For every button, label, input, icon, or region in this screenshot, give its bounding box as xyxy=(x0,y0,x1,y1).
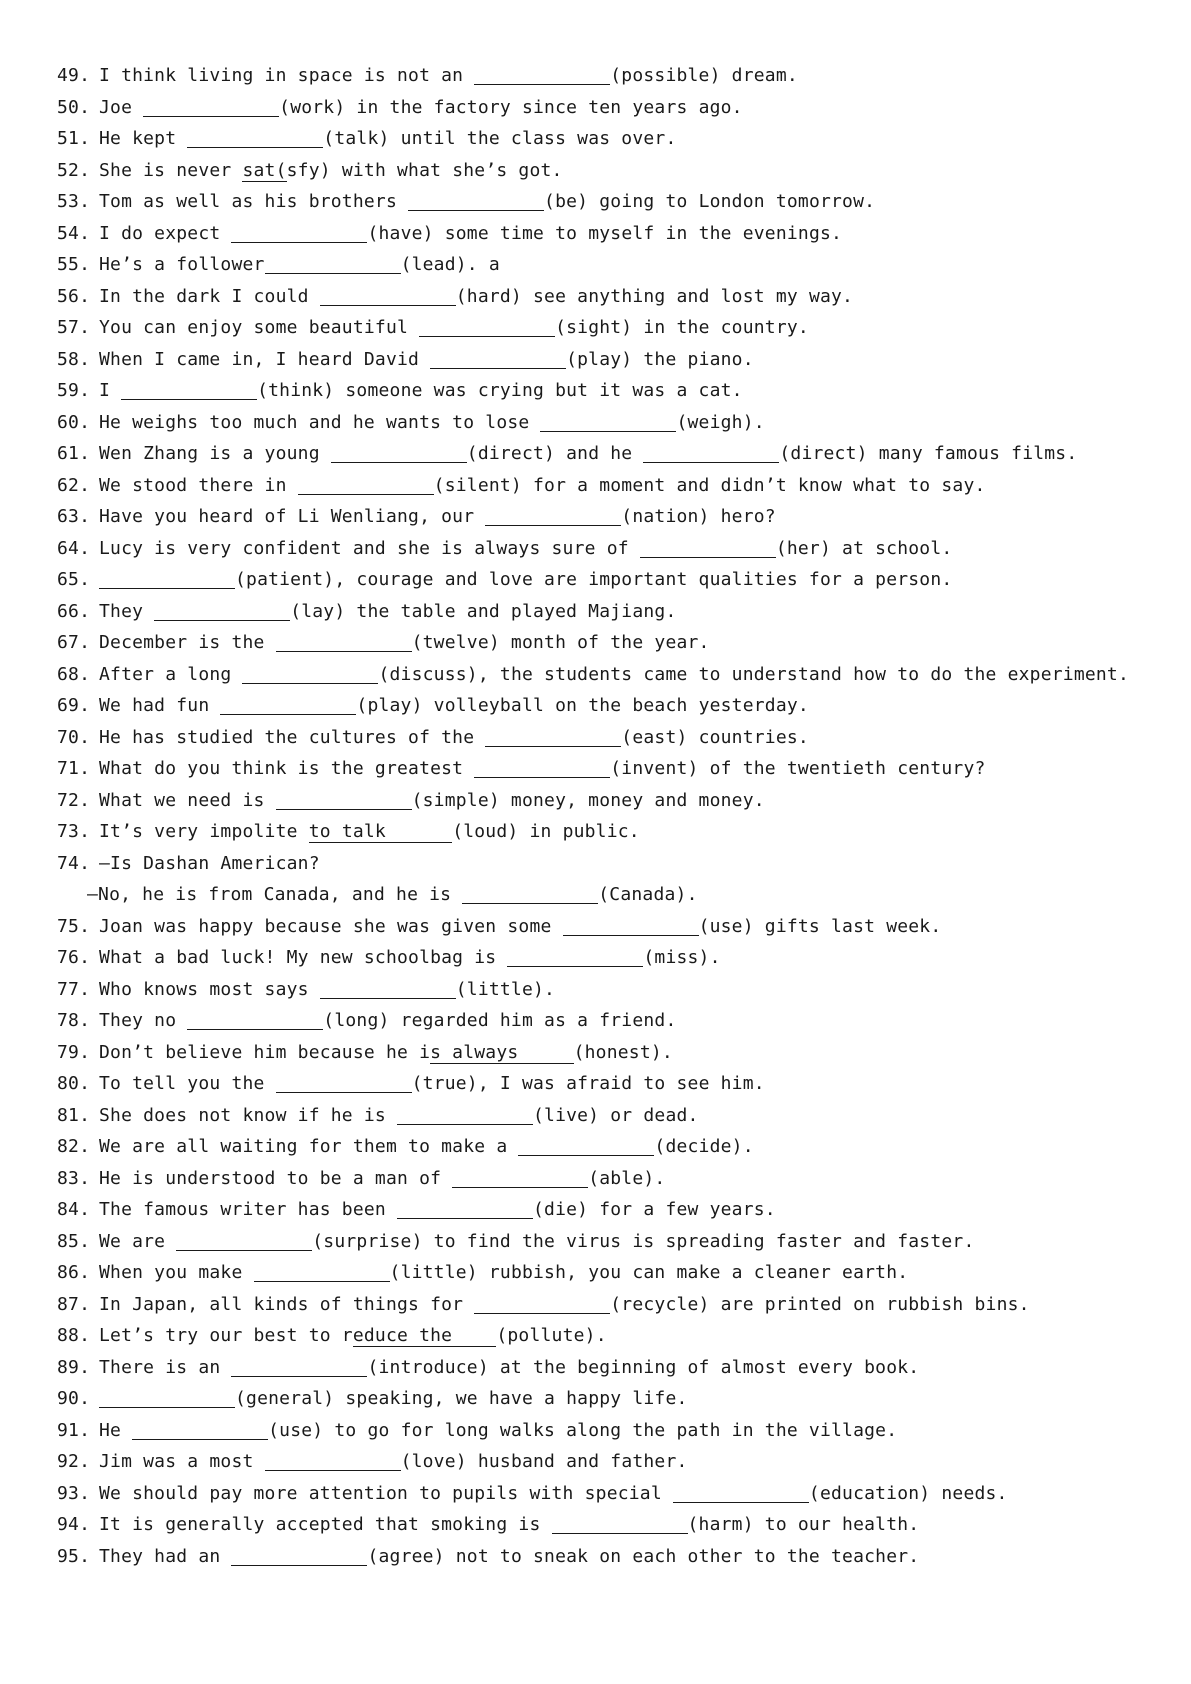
exercise-item xyxy=(57,911,1167,943)
sentence-end: in the country. xyxy=(632,317,809,338)
sentence-start: —Is Dashan American? xyxy=(99,852,320,874)
answer-blank[interactable] xyxy=(474,64,610,85)
sentence-start: He is understood to be a man of xyxy=(99,1167,453,1189)
sentence-start: He has studied the cultures of the xyxy=(99,726,486,748)
answer-blank[interactable] xyxy=(276,631,412,652)
sentence-end: . xyxy=(686,884,698,905)
answer-blank[interactable] xyxy=(320,978,456,999)
item-number: 65. xyxy=(57,569,91,590)
word-hint: (play) xyxy=(566,348,633,370)
answer-blank[interactable] xyxy=(143,96,279,117)
exercise-item xyxy=(57,312,1167,344)
item-number: 64. xyxy=(57,537,91,559)
sentence-end: of the twentieth century? xyxy=(698,758,986,779)
answer-blank[interactable] xyxy=(276,789,412,810)
exercise-item xyxy=(57,1068,1167,1100)
word-hint: (recycle) xyxy=(610,1293,710,1315)
sentence-start: To tell you the xyxy=(99,1073,276,1094)
word-hint: (hard) xyxy=(455,285,522,307)
word-hint: (lay) xyxy=(290,600,346,622)
word-hint: (pollute) xyxy=(496,1325,596,1346)
item-number: 50. xyxy=(57,96,91,118)
exercise-item xyxy=(57,1509,1167,1541)
sentence-start: We stood there in xyxy=(99,474,298,496)
filled-answer: s always xyxy=(430,1041,574,1063)
item-number: 91. xyxy=(57,1419,91,1441)
sentence-end: the piano. xyxy=(632,348,754,370)
answer-blank[interactable] xyxy=(673,1482,809,1503)
exercise-item xyxy=(57,375,1167,407)
answer-blank[interactable] xyxy=(320,285,456,306)
word-hint: (love) xyxy=(400,1451,467,1472)
answer-blank[interactable] xyxy=(485,726,621,747)
sentence-start: They xyxy=(99,600,155,622)
item-number: 82. xyxy=(57,1136,91,1157)
answer-blank[interactable] xyxy=(132,1419,268,1440)
item-number: 52. xyxy=(57,159,91,181)
exercise-item xyxy=(57,753,1167,785)
exercise-item xyxy=(57,879,1167,911)
answer-blank[interactable] xyxy=(176,1230,312,1251)
sentence-start: Joe xyxy=(99,96,144,118)
sentence-start: They had an xyxy=(99,1545,232,1567)
sentence-end: to find the virus is spreading faster and faster. xyxy=(422,1230,975,1252)
answer-blank[interactable] xyxy=(231,1545,367,1566)
exercise-item xyxy=(57,564,1167,596)
answer-blank[interactable] xyxy=(474,1293,610,1314)
item-number: 53. xyxy=(57,191,91,212)
sentence-end: at the beginning of almost every book. xyxy=(488,1356,920,1378)
answer-blank[interactable] xyxy=(231,222,367,243)
sentence-start: I do expect xyxy=(99,222,232,244)
sentence-start: Tom as well as his brothers xyxy=(99,191,409,212)
sentence-start: In Japan, all kinds of things for xyxy=(99,1293,475,1315)
exercise-item xyxy=(57,1383,1167,1415)
sentence-start: It’s very impolite xyxy=(99,821,309,842)
answer-blank[interactable] xyxy=(265,1450,401,1471)
sentence-end: see anything and lost my way. xyxy=(521,285,854,307)
exercise-item xyxy=(57,627,1167,659)
word-hint: (play) xyxy=(356,695,423,716)
sentence-end: the table and played Majiang. xyxy=(345,600,677,622)
sentence-end: , courage and love are important qualities for a person. xyxy=(334,569,953,590)
item-number: 51. xyxy=(57,128,91,149)
exercise-item xyxy=(57,1446,1167,1478)
sentence-start: What we need is xyxy=(99,789,276,811)
sentence-start: The famous writer has been xyxy=(99,1199,397,1220)
sentence-start: Don’t believe him because he i xyxy=(99,1041,431,1063)
sentence-start: We should pay more attention to pupils with special xyxy=(99,1482,673,1504)
answer-blank[interactable] xyxy=(265,253,401,274)
item-number: 79. xyxy=(57,1041,91,1063)
sentence-middle: and he xyxy=(555,443,644,464)
sentence-start: In the dark I could xyxy=(99,285,320,307)
answer-blank[interactable] xyxy=(507,946,643,967)
filled-answer: educe the xyxy=(352,1325,497,1346)
sentence-end: many famous films. xyxy=(867,443,1078,464)
sentence-end: some time to myself in the evenings. xyxy=(433,222,843,244)
sentence-start: She does not know if he is xyxy=(99,1104,397,1126)
sentence-start: It is generally accepted that smoking is xyxy=(99,1514,552,1535)
word-hint: (her) xyxy=(775,537,831,559)
item-number: 60. xyxy=(57,411,91,433)
answer-blank[interactable] xyxy=(220,694,356,715)
word-hint: (harm) xyxy=(687,1514,754,1535)
sentence-end: with what she’s got. xyxy=(330,159,563,181)
exercise-item xyxy=(57,155,1167,187)
sentence-start: He kept xyxy=(99,128,188,149)
answer-blank[interactable] xyxy=(552,1513,688,1534)
item-number: 80. xyxy=(57,1073,91,1094)
item-number: 68. xyxy=(57,663,91,685)
sentence-end: gifts last week. xyxy=(753,915,942,937)
item-number: 67. xyxy=(57,632,91,653)
exercise-item xyxy=(57,281,1167,313)
word-hint: (little) xyxy=(455,978,545,1000)
exercise-item xyxy=(57,659,1167,691)
sentence-start: —No, he is from Canada, and he is xyxy=(87,884,463,905)
item-number: 75. xyxy=(57,915,91,937)
sentence-start: We are xyxy=(99,1230,177,1252)
word-hint: (die) xyxy=(533,1199,589,1220)
item-number: 63. xyxy=(57,506,91,527)
word-hint: (have) xyxy=(367,222,434,244)
sentence-start: I xyxy=(99,380,122,401)
sentence-end: , the students came to understand how to do the experiment. xyxy=(477,663,1130,685)
sentence-start: They no xyxy=(99,1010,188,1031)
sentence-start: There is an xyxy=(99,1356,232,1378)
item-number: 74. xyxy=(57,852,91,874)
sentence-end: speaking, we have a happy life. xyxy=(334,1388,688,1409)
exercise-item xyxy=(57,249,1167,281)
answer-blank[interactable] xyxy=(99,1387,235,1408)
answer-blank[interactable] xyxy=(452,1167,588,1188)
sentence-start: Joan was happy because she was given some xyxy=(99,915,563,937)
sentence-end: for a few years. xyxy=(588,1199,776,1220)
sentence-end: , I was afraid to see him. xyxy=(477,1073,765,1094)
word-hint: (honest) xyxy=(573,1041,662,1063)
item-number: 72. xyxy=(57,789,91,811)
item-number: 58. xyxy=(57,348,91,370)
exercise-sheet xyxy=(57,60,1167,1572)
word-hint: (able) xyxy=(588,1167,655,1189)
answer-blank[interactable] xyxy=(430,348,566,369)
sentence-start: After a long xyxy=(99,663,243,685)
exercise-item xyxy=(57,407,1167,439)
word-hint: (direct) xyxy=(779,443,868,464)
sentence-start: I think living in space is not an xyxy=(99,65,475,86)
exercise-item xyxy=(57,1257,1167,1289)
sentence-end: for a moment and didn’t know what to say. xyxy=(521,474,986,496)
item-number: 56. xyxy=(57,285,91,307)
answer-blank[interactable] xyxy=(643,442,779,463)
sentence-start: December is the xyxy=(99,632,276,653)
exercise-item xyxy=(57,1100,1167,1132)
item-number: 93. xyxy=(57,1482,91,1504)
answer-blank[interactable] xyxy=(518,1135,654,1156)
item-number: 69. xyxy=(57,695,91,716)
word-hint: (weigh) xyxy=(676,411,754,433)
sentence-end: . xyxy=(661,1041,673,1063)
answer-blank[interactable] xyxy=(397,1198,533,1219)
answer-blank[interactable] xyxy=(331,442,467,463)
sentence-end: month of the year. xyxy=(499,632,710,653)
exercise-item xyxy=(57,1005,1167,1037)
exercise-item xyxy=(57,596,1167,628)
word-hint: (direct) xyxy=(466,443,556,464)
sentence-start: When I came in, I heard David xyxy=(99,348,431,370)
sentence-start: What a bad luck! My new schoolbag is xyxy=(99,947,508,968)
answer-blank[interactable] xyxy=(187,127,323,148)
word-hint: (little) xyxy=(389,1262,478,1283)
answer-blank[interactable] xyxy=(99,568,235,589)
sentence-start: You can enjoy some beautiful xyxy=(99,317,420,338)
sentence-start: Have you heard of Li Wenliang, our xyxy=(99,506,486,527)
answer-blank[interactable] xyxy=(419,316,555,337)
word-hint: (east) xyxy=(621,726,688,748)
item-number: 94. xyxy=(57,1514,91,1535)
exercise-item xyxy=(57,344,1167,376)
sentence-end: going to London tomorrow. xyxy=(588,191,876,212)
sentence-end: to go for long walks along the path in the village. xyxy=(323,1419,898,1441)
answer-blank[interactable] xyxy=(474,757,610,778)
sentence-start: Lucy is very confident and she is always sure of xyxy=(99,537,640,559)
item-number: 55. xyxy=(57,254,91,275)
sentence-start: What do you think is the greatest xyxy=(99,758,475,779)
sentence-end: in the factory since ten years ago. xyxy=(345,96,743,118)
sentence-start: She is never xyxy=(99,159,243,181)
exercise-item xyxy=(57,974,1167,1006)
item-number: 73. xyxy=(57,821,91,842)
sentence-end: to our health. xyxy=(753,1514,920,1535)
sentence-start: He weighs too much and he wants to lose xyxy=(99,411,541,433)
item-number: 77. xyxy=(57,978,91,1000)
answer-blank[interactable] xyxy=(231,1356,367,1377)
sentence-end: not to sneak on each other to the teacher. xyxy=(444,1545,920,1567)
exercise-item xyxy=(57,1037,1167,1069)
sentence-start: Jim was a most xyxy=(99,1451,265,1472)
sentence-end: . xyxy=(753,411,765,433)
sentence-end: in public. xyxy=(518,821,640,842)
word-hint: (education) xyxy=(808,1482,931,1504)
exercise-item xyxy=(57,1478,1167,1510)
item-number: 62. xyxy=(57,474,91,496)
item-number: 90. xyxy=(57,1388,91,1409)
exercise-item xyxy=(57,1194,1167,1226)
word-hint: (live) xyxy=(533,1104,600,1126)
answer-blank[interactable] xyxy=(397,1104,533,1125)
exercise-item xyxy=(57,533,1167,565)
word-hint: (discuss) xyxy=(378,663,478,685)
exercise-item xyxy=(57,186,1167,218)
word-hint: (twelve) xyxy=(411,632,500,653)
exercise-item xyxy=(57,92,1167,124)
item-number: 86. xyxy=(57,1262,91,1283)
word-hint: (general) xyxy=(235,1388,335,1409)
item-number: 71. xyxy=(57,758,91,779)
sentence-start: Who knows most says xyxy=(99,978,320,1000)
item-number: 78. xyxy=(57,1010,91,1031)
item-number: 76. xyxy=(57,947,91,968)
answer-blank[interactable] xyxy=(298,474,434,495)
sentence-end: rubbish, you can make a cleaner earth. xyxy=(477,1262,909,1283)
sentence-start: We are all waiting for them to make a xyxy=(99,1136,519,1157)
exercise-item xyxy=(57,438,1167,470)
word-hint: (be) xyxy=(544,191,589,212)
answer-blank[interactable] xyxy=(154,600,290,621)
word-hint: (talk) xyxy=(323,128,390,149)
sentence-end: regarded him as a friend. xyxy=(389,1010,677,1031)
answer-blank[interactable] xyxy=(254,1261,390,1282)
word-hint: (nation) xyxy=(621,506,710,527)
sentence-end: or dead. xyxy=(599,1104,699,1126)
word-hint: (agree) xyxy=(367,1545,445,1567)
word-hint: (decide) xyxy=(654,1136,743,1157)
sentence-start: He’s a follower xyxy=(99,254,265,275)
item-number: 87. xyxy=(57,1293,91,1315)
item-number: 95. xyxy=(57,1545,91,1567)
exercise-item xyxy=(57,218,1167,250)
sentence-end: . xyxy=(709,947,721,968)
sentence-end: . xyxy=(595,1325,607,1346)
answer-blank[interactable] xyxy=(640,537,776,558)
exercise-item xyxy=(57,470,1167,502)
exercise-item xyxy=(57,1541,1167,1573)
item-number: 49. xyxy=(57,65,91,86)
item-number: 85. xyxy=(57,1230,91,1252)
exercise-item xyxy=(57,1289,1167,1321)
exercise-item xyxy=(57,60,1167,92)
sentence-end: countries. xyxy=(687,726,809,748)
word-hint: (sight) xyxy=(555,317,633,338)
exercise-item xyxy=(57,1352,1167,1384)
sentence-start: Wen Zhang is a young xyxy=(99,443,331,464)
word-hint: (possible) xyxy=(610,65,721,86)
sentence-end: at school. xyxy=(831,537,953,559)
item-number: 88. xyxy=(57,1325,91,1346)
exercise-item xyxy=(57,942,1167,974)
sentence-end: are printed on rubbish bins. xyxy=(709,1293,1030,1315)
exercise-item xyxy=(57,1131,1167,1163)
exercise-item xyxy=(57,1226,1167,1258)
exercise-item xyxy=(57,816,1167,848)
word-hint: (patient) xyxy=(235,569,335,590)
sentence-end: until the class was over. xyxy=(389,128,677,149)
exercise-item xyxy=(57,501,1167,533)
item-number: 81. xyxy=(57,1104,91,1126)
item-number: 57. xyxy=(57,317,91,338)
answer-blank[interactable] xyxy=(462,883,598,904)
exercise-item xyxy=(57,1320,1167,1352)
word-hint: (lead). xyxy=(400,254,478,275)
item-number: 92. xyxy=(57,1451,91,1472)
answer-blank[interactable] xyxy=(276,1072,412,1093)
item-number: 54. xyxy=(57,222,91,244)
word-hint: (miss) xyxy=(643,947,710,968)
sentence-start: He xyxy=(99,1419,133,1441)
item-number: 59. xyxy=(57,380,91,401)
word-hint: (think) xyxy=(257,380,335,401)
filled-answer: to talk xyxy=(308,821,453,842)
sentence-end: . xyxy=(742,1136,754,1157)
word-hint: (invent) xyxy=(610,758,699,779)
word-hint: (surprise) xyxy=(312,1230,423,1252)
sentence-end: someone was crying but it was a cat. xyxy=(334,380,743,401)
item-number: 84. xyxy=(57,1199,91,1220)
sentence-end: . xyxy=(544,978,556,1000)
word-hint: (use) xyxy=(268,1419,324,1441)
exercise-item xyxy=(57,123,1167,155)
word-hint: sfy) xyxy=(286,159,331,181)
sentence-end: money, money and money. xyxy=(499,789,765,811)
answer-blank[interactable] xyxy=(563,915,699,936)
word-hint: (introduce) xyxy=(367,1356,489,1378)
exercise-item xyxy=(57,848,1167,880)
answer-blank[interactable] xyxy=(187,1009,323,1030)
word-hint: (long) xyxy=(323,1010,390,1031)
item-number: 70. xyxy=(57,726,91,748)
word-hint: (work) xyxy=(279,96,346,118)
sentence-start: We had fun xyxy=(99,695,221,716)
item-number: 83. xyxy=(57,1167,91,1189)
sentence-end: dream. xyxy=(720,65,798,86)
filled-answer: sat( xyxy=(242,159,287,181)
item-number: 66. xyxy=(57,600,91,622)
word-hint: (simple) xyxy=(411,789,500,811)
sentence-end: needs. xyxy=(930,1482,1008,1504)
sentence-start: When you make xyxy=(99,1262,254,1283)
word-hint: (Canada) xyxy=(598,884,687,905)
answer-blank[interactable] xyxy=(540,411,676,432)
sentence-start: Let’s try our best to r xyxy=(99,1325,353,1346)
sentence-end: volleyball on the beach yesterday. xyxy=(422,695,809,716)
answer-blank[interactable] xyxy=(242,663,378,684)
answer-blank[interactable] xyxy=(121,379,257,400)
exercise-item xyxy=(57,1163,1167,1195)
exercise-item xyxy=(57,722,1167,754)
answer-blank[interactable] xyxy=(485,505,621,526)
word-hint: (use) xyxy=(698,915,754,937)
item-number: 61. xyxy=(57,443,91,464)
sentence-end: hero? xyxy=(709,506,776,527)
sentence-end: husband and father. xyxy=(466,1451,688,1472)
exercise-item xyxy=(57,1415,1167,1447)
exercise-item xyxy=(57,690,1167,722)
exercise-item xyxy=(57,785,1167,817)
word-hint: (loud) xyxy=(452,821,519,842)
answer-blank[interactable] xyxy=(408,190,544,211)
sentence-end: a xyxy=(477,254,511,275)
word-hint: (silent) xyxy=(433,474,522,496)
sentence-end: . xyxy=(654,1167,666,1189)
item-number: 89. xyxy=(57,1356,91,1378)
word-hint: (true) xyxy=(411,1073,478,1094)
